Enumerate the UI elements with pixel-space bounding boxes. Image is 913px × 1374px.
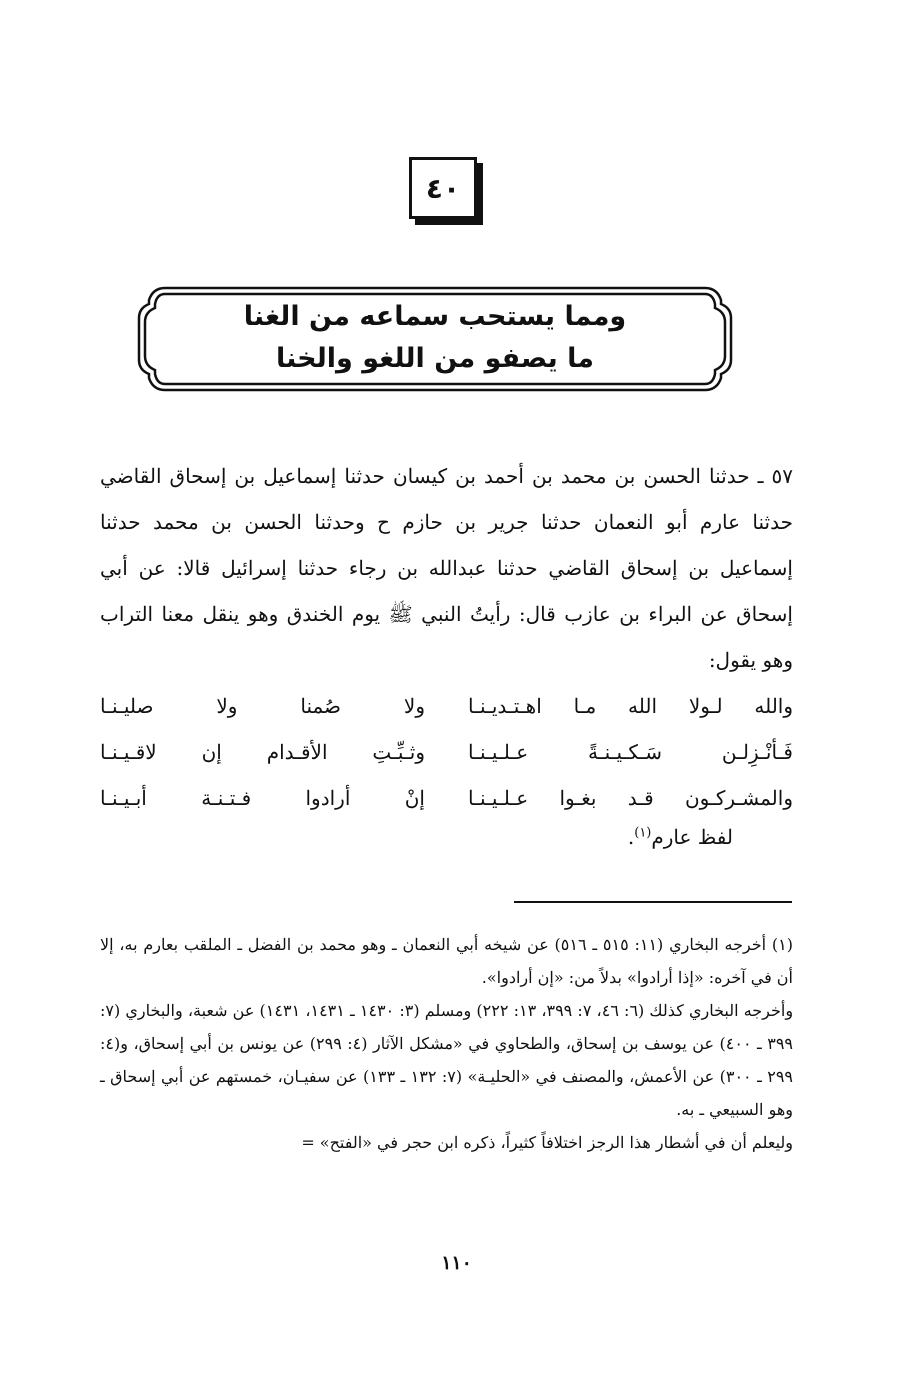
hadith-text: [100, 453, 793, 683]
chapter-number-box: [409, 157, 477, 219]
chapter-title-frame: [135, 278, 735, 400]
footnote-divider: [514, 901, 792, 903]
verse-line: [100, 729, 793, 775]
closing-line: لفظ عارم$^{(١)}$.: [627, 825, 733, 849]
footnote-paragraph: وأخرجه البخاري كذلك (٦: ٤٦، ٧: ٣٩٩، ١٣: ٢٢٢) ومسلم (٣: ١٤٣٠ ـ ١٤٣١، ١٤٣١) عن شعبة، والبخاري (٧: ٣٩٩ ـ ٤٠٠) عن يوسف بن إسحاق، والطحاوي في «مشكل الآثار (٤: ٢٩٩) عن يونس بن أبي إسحاق، و(٤: ٢٩٩ ـ ٣٠٠) عن الأعمش، والمصنف في «الحليـة» (٧: ١٣٢ ـ ١٣٣) عن سفيـان، خمستهم عن أبي إسحاق ـ وهو السبيعي ـ به.: [100, 1001, 794, 1119]
verse-second-hemistich: ولا صُمنا ولا صليـنـا: [100, 694, 425, 718]
hadith-body: حدثنا الحسن بن محمد بن أحمد بن كيسان حدثنا إسماعيل بن إسحاق القاضي حدثنا عارم أبو النعمان حدثنا جرير بن حازم ح وحدثنا الحسن بن محمد حدثنا إسماعيل بن إسحاق القاضي حدثنا عبدالله بن رجاء حدثنا إسرائيل قالا: عن أبي إسحاق عن البراء بن عازب قال: رأيتُ النبي ﷺ يوم الخندق وهو ينقل معنا التراب وهو يقول:: [100, 464, 793, 672]
verse-first-hemistich: والمشـركـون قـد بغـوا عـلـيـنـا: [468, 786, 793, 810]
verse-line: [100, 775, 793, 821]
title-line-2: ما يصفو من اللغو والخنا: [276, 343, 594, 374]
verse-second-hemistich: إنْ أرادوا فـتـنـة أبـيـنـا: [100, 786, 425, 810]
verse-second-hemistich: وثـبِّـتِ الأقـدام إن لاقـيـنـا: [100, 740, 425, 764]
footnote-paragraph: (١) أخرجه البخاري (١١: ٥١٥ ـ ٥١٦) عن شيخه أبي النعمان ـ وهو محمد بن الفضل ـ الملقب بعارم به، إلا أن في آخره: «إذا أرادوا» بدلاً من: «إن أرادوا».: [100, 935, 794, 987]
verse-first-hemistich: فَـأنْـزِلـن سَـكـيـنـةً عـلـيـنـا: [468, 740, 793, 764]
chapter-title: [175, 296, 695, 380]
footnote-reference: (١): [634, 825, 652, 841]
page-number: ١١٠: [441, 1252, 472, 1274]
footnote-paragraph: وليعلم أن في أشطار هذا الرجز اختلافاً كثيراً، ذكره ابن حجر في «الفتح» =: [301, 1133, 793, 1152]
verse-line: [100, 683, 793, 729]
closing-text: لفظ عارم: [651, 825, 733, 849]
footnotes: [100, 928, 793, 1159]
verse-first-hemistich: والله لـولا الله مـا اهـتـديـنـا: [468, 694, 793, 718]
title-line-1: ومما يستحب سماعه من الغنا: [243, 301, 627, 332]
hadith-number: ٥٧ ـ: [757, 464, 794, 488]
chapter-number: ٤٠: [425, 171, 461, 205]
